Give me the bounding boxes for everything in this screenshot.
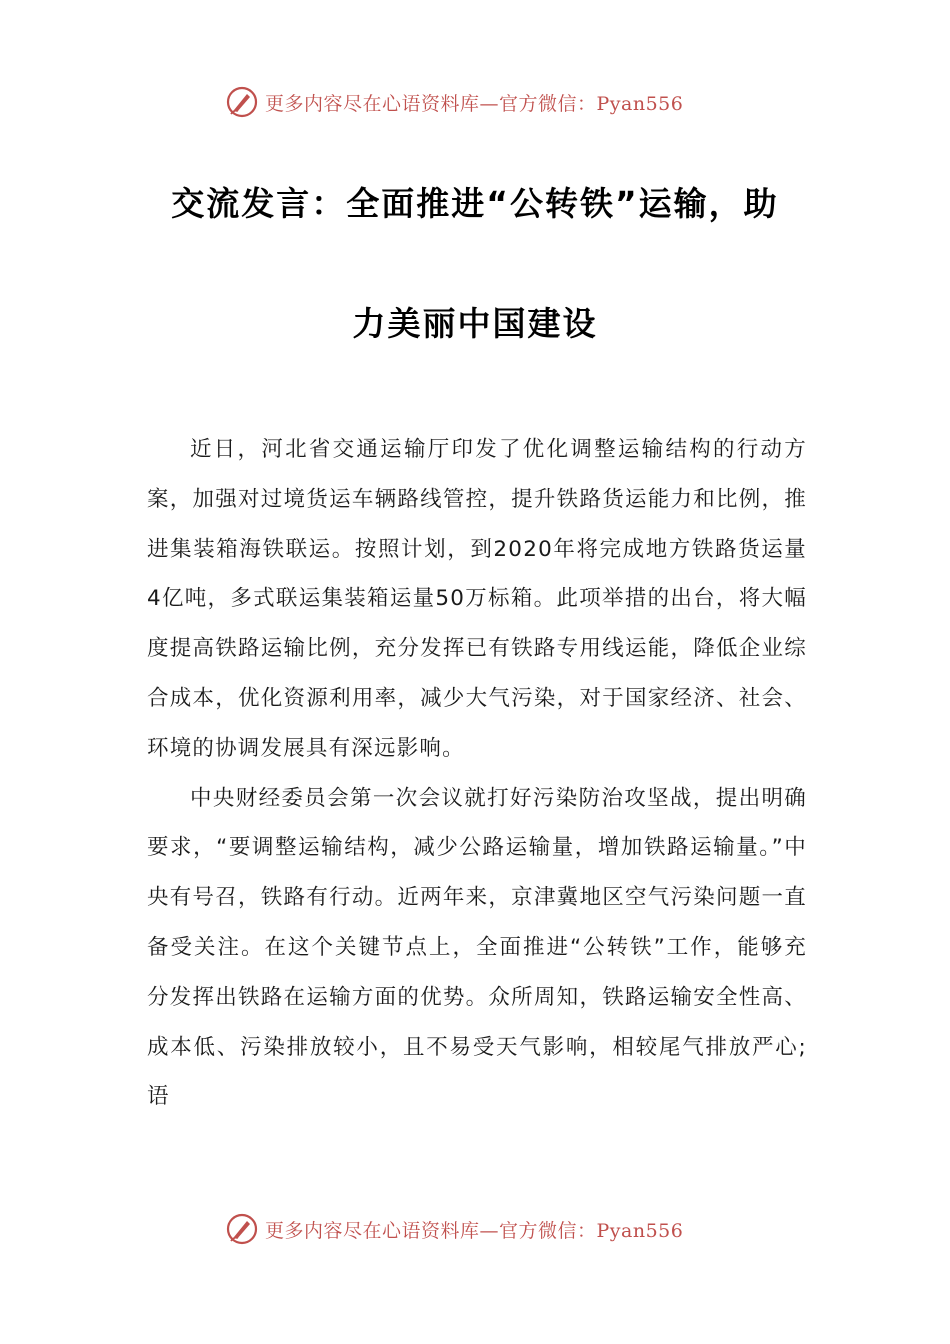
footer-watermark bbox=[225, 1211, 745, 1247]
pen-circle-logo-icon bbox=[225, 85, 259, 119]
document-title-line-2: 力美丽中国建设 bbox=[352, 304, 598, 343]
paragraph: 中央财经委员会第一次会议就打好污染防治攻坚战，提出明确要求，“要调整运输结构，减少公路运输量，增加铁路运输量。”中央有号召，铁路有行动。近两年来，京津冀地区空气污染问题一直备受关注。在这个关键节点上，全面推进“公转铁”工作，能够充分发挥出铁路在运输方面的优势。众所周知，铁路运输安全性高、成本低、污染排放较小，且不易受天气影响，相较尾气排放严心;语 bbox=[147, 785, 807, 1110]
pen-circle-logo-icon bbox=[225, 1212, 259, 1246]
article-body bbox=[147, 425, 807, 1122]
header-watermark bbox=[225, 84, 745, 120]
document-title-line-1: 交流发言：全面推进“公转铁”运输，助 bbox=[171, 184, 779, 223]
watermark-text: 更多内容尽在心语资料库—官方微信：Pyan556 bbox=[265, 1219, 684, 1242]
paragraph: 近日，河北省交通运输厅印发了优化调整运输结构的行动方案，加强对过境货运车辆路线管控，提升铁路货运能力和比例，推进集装箱海铁联运。按照计划，到2020年将完成地方铁路货运量4亿吨，多式联运集装箱运量50万标箱。此项举措的出台，将大幅度提高铁路运输比例，充分发挥已有铁路专用线运能，降低企业综合成本，优化资源利用率，减少大气污染，对于国家经济、社会、环境的协调发展具有深远影响。 bbox=[147, 437, 807, 761]
watermark-text: 更多内容尽在心语资料库—官方微信：Pyan556 bbox=[265, 92, 684, 115]
